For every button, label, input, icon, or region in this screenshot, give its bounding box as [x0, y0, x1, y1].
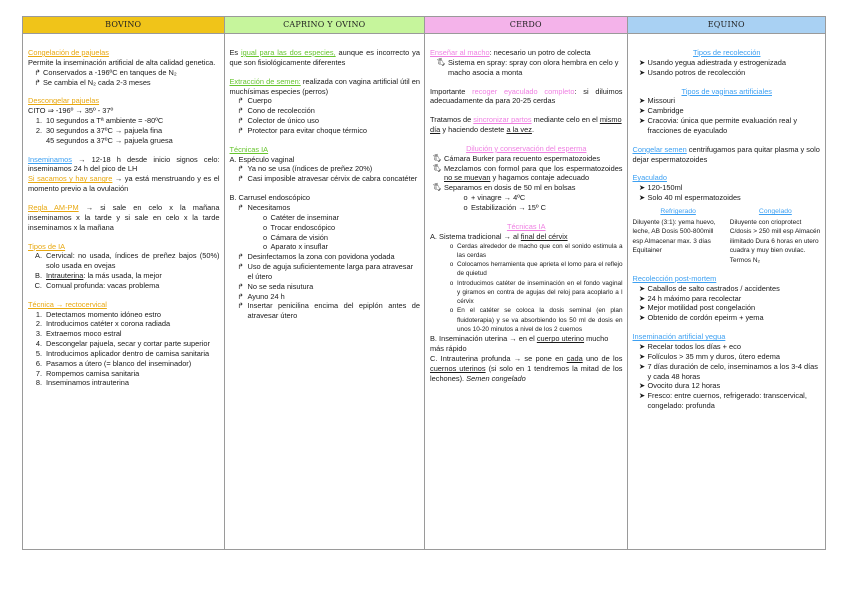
list-item: 3. Extraemos moco estral: [35, 329, 122, 339]
section-title: Dilución y conservación del esperma: [466, 143, 587, 153]
list-item: ➤ 7 días duración de celo, inseminamos a los 3-4 días y cada 48 horas: [633, 362, 822, 382]
list-subitem: o Catéter de inseminar: [262, 212, 340, 222]
subsection-title: A. Espéculo vaginal: [229, 154, 295, 164]
list-subitem: o + vinagre → 4ºC: [463, 193, 526, 203]
list-item: A. Cervical: no usada, índices de preñez bajos (50%) solo usada en ovejas: [35, 251, 220, 271]
arrow-icon: ↱: [237, 116, 244, 126]
list-subitem: o Trocar endoscópico: [262, 222, 336, 232]
list-item: ↱ Necesitamos: [230, 203, 421, 213]
list-item: 🖏 Separamos en dosis de 50 ml en bolsas: [430, 183, 623, 193]
arrow-bullet-icon: ➤: [638, 116, 646, 126]
section-title: Tipos de recolección: [692, 48, 761, 57]
list-subitem: o En el catéter se coloca la dosis seminal (en plan fluidoterapia) y se va absorbiendo los 50 ml de dosis en unos 10-20 minutos a nivel de los 2 cuernos: [449, 307, 623, 334]
header-cerdo: CERDO: [425, 17, 627, 34]
paragraph: Tratamos de sincronizar partos mediante celo en el mismo día y haciendo destete a la vez.: [430, 115, 622, 135]
paragraph: Es igual para las dos especies, aunque es incorrecto ya que son fisiológicamente diferentes: [229, 48, 420, 67]
list-item: ➤ Cambridge: [633, 106, 822, 116]
section-title: Tipos de IA: [28, 241, 66, 251]
list-item: ➤ Usando potros de recolección: [633, 68, 822, 78]
header-caprino: CAPRINO Y OVINO: [225, 17, 425, 34]
header-bovino: BOVINO: [23, 17, 224, 34]
arrow-icon: ↱: [237, 174, 244, 184]
arrow-bullet-icon: ➤: [638, 361, 646, 371]
arrow-bullet-icon: ➤: [638, 106, 646, 116]
arrow-bullet-icon: ➤: [638, 67, 646, 77]
list-subitem: o Introducimos catéter de inseminación en el fondo vaginal y giramos en contra de agujas del reloj para acoplarlo a l cérvix: [449, 279, 623, 306]
list-item: ➤ Missouri: [633, 96, 822, 106]
column-caprino: [225, 17, 426, 549]
list-item: ↱ No se seda nisutura: [230, 282, 421, 292]
column-cerdo: [425, 17, 628, 549]
list-item: ↱ Ya no se usa (índices de preñez 20%): [230, 164, 421, 174]
section-title: Descongelar pajuelas: [28, 96, 100, 106]
paragraph: Extracción de semen: realizada con vagina artificial útil en muchísimas especies (perros): [229, 76, 420, 96]
arrow-icon: ↱: [237, 96, 244, 106]
arrow-icon: ↱: [237, 281, 244, 291]
arrow-icon: ↱: [34, 77, 41, 87]
list-item: 1. Detectamos momento idóneo estro: [35, 309, 162, 319]
list-subitem: o Cerdas alrededor de macho que con el sonido estimula a las cerdas: [449, 242, 623, 259]
column-equino: [628, 17, 826, 549]
list-item: 4. Descongelar pajuela, secar y cortar parte superior: [35, 339, 210, 349]
section-title: Técnicas IA: [506, 221, 546, 231]
list-item: ➤ Usando yegua adiestrada y estrogenizada: [633, 58, 822, 68]
list-subitem: o Cámara de visión: [262, 232, 329, 242]
arrow-bullet-icon: ➤: [638, 183, 646, 193]
list-item: ↱ Cono de recolección: [230, 106, 421, 116]
arrow-icon: ↱: [237, 291, 244, 301]
list-item: ➤ Recelar todos los días + eco: [633, 342, 822, 352]
paragraph: Importante recoger eyaculado completo: si diluimos adecuadamente da para 20-25 cerdas: [430, 86, 623, 106]
list-item: 🖏 Mezclamos con formol para que los espermatozoides no se muevan y hagamos contaje adecuado: [430, 164, 623, 184]
arrow-bullet-icon: ➤: [638, 351, 646, 361]
arrow-icon: ↱: [237, 164, 244, 174]
list-item: ➤ Fresco: entre cuernos, refrigerado: transcervical, congelado: profunda: [633, 391, 822, 411]
refrigerado-box: Refrigerado Diluyente (3:1): yema huevo, leche, AB Dosis 500-800mill esp Almacenar max. 3 días Equitainer: [632, 207, 716, 255]
arrow-bullet-icon: ➤: [638, 303, 646, 313]
arrow-icon: ↱: [237, 301, 244, 311]
list-item: ➤ Solo 40 ml espermatozoides: [633, 193, 822, 203]
paragraph: Regla AM-PM → si sale en celo x la mañana inseminamos x la tarde y si sale en celo x la tarde inseminamos x la mañana: [28, 202, 220, 232]
list-item: ↱ Protector para evitar choque térmico: [230, 126, 421, 136]
list-item: ↱ Desinfectamos la zona con povidona yodada: [230, 252, 421, 262]
arrow-icon: ↱: [237, 262, 244, 272]
list-item: ➤ Cracovia: única que permite evaluación real y fracciones de eyaculado: [633, 116, 822, 136]
arrow-bullet-icon: ➤: [638, 96, 646, 106]
section-title: Técnica → rectocervical: [28, 299, 107, 309]
section-title: Tipos de vaginas artificiales: [681, 86, 772, 96]
list-item: 45 segundos a 37ºC → pajuela gruesa: [46, 135, 173, 145]
list-item: ➤ Caballos de salto castrados / accidentes: [633, 284, 822, 294]
arrow-icon: ↱: [237, 202, 244, 212]
list-item: ↱ Ayuno 24 h: [230, 292, 421, 302]
arrow-icon: ↱: [237, 125, 244, 135]
arrow-bullet-icon: ➤: [638, 57, 646, 67]
arrow-bullet-icon: ➤: [638, 283, 646, 293]
list-item: 5. Introducimos aplicador dentro de camisa sanitaria: [35, 348, 210, 358]
list-item: ➤ Folículos > 35 mm y duros, útero edema: [633, 352, 822, 362]
list-subitem: o Colocamos herramienta que aprieta el lomo para el reflejo de quietud: [449, 261, 623, 278]
arrow-bullet-icon: ➤: [638, 391, 646, 401]
section-title: Inseminación artificial yegua: [632, 332, 726, 342]
list-item: ➤ Ovocito dura 12 horas: [633, 381, 822, 391]
list-item: A. Sistema tradicional → al final del cérvix: [430, 231, 568, 241]
list-item: 7. Rompemos camisa sanitaria: [35, 368, 140, 378]
list-item: 🖏 Cámara Burker para recuento espermatozoides: [430, 154, 623, 164]
arrow-bullet-icon: ➤: [638, 313, 646, 323]
list-item: B. Inseminación uterina → en el cuerpo uterino mucho más rápido: [430, 334, 609, 354]
arrow-bullet-icon: ➤: [638, 193, 646, 203]
arrow-bullet-icon: ➤: [638, 293, 646, 303]
column-bovino: [23, 17, 225, 549]
section-title: Congelación de pajuelas: [28, 48, 109, 57]
summary-table: [22, 16, 826, 550]
arrow-bullet-icon: ➤: [638, 341, 646, 351]
list-item: 🖏 Sistema en spray: spray con olora hembra en celo y macho asocia a monta: [430, 58, 623, 78]
flag-icon: 🖏: [433, 153, 441, 163]
section-title: Eyaculado: [632, 173, 668, 183]
paragraph: Inseminamos → 12-18 h desde inicio signos celo: inseminamos 24 h del pico de LH: [28, 154, 220, 174]
congelado-box: Congelado Diluyente con crioprotect C/dosis > 250 mill esp Almacén ilimitado Dura 6 horas en utero cuadra y muy bien ovulac. Termos N₂: [729, 207, 821, 264]
list-item: ↱ Se cambia el N₂ cada 2-3 meses: [28, 78, 220, 88]
list-item: 6. Pasamos a útero (= blanco del inseminador): [35, 358, 192, 368]
paragraph: CITO ⇒ -196º → 35º - 37º: [28, 106, 114, 116]
paragraph: Permite la inseminación artificial de alta calidad genetica.: [28, 57, 216, 67]
list-item: ➤ 24 h máximo para recolectar: [633, 294, 822, 304]
list-item: 2. Introducimos catéter x corona radiada: [35, 319, 171, 329]
subsection-title: B. Carrusel endoscópico: [229, 193, 311, 203]
list-item: ↱ Conservados a -196ºC en tanques de N₂: [28, 68, 220, 78]
paragraph: Enseñar al macho: necesario un potro de colecta: [430, 48, 591, 57]
list-item: C. Cornual profunda: vacas problema: [34, 280, 160, 290]
paragraph: Congelar semen centrifugamos para quitar plasma y solo dejar espermatozoides: [632, 144, 820, 164]
flag-icon: 🖏: [433, 163, 441, 173]
flag-icon: 🖏: [437, 57, 445, 67]
header-equino: EQUINO: [628, 17, 826, 34]
arrow-icon: ↱: [237, 106, 244, 116]
list-item: ↱ Uso de aguja suficientemente larga para atravesar el útero: [230, 262, 421, 282]
list-item: ↱ Colector de único uso: [230, 116, 421, 126]
list-item: 2. 30 segundos a 37ºC → pajuela fina: [35, 125, 163, 135]
arrow-icon: ↱: [237, 252, 244, 262]
section-title: Recolección post-mortem: [632, 273, 717, 283]
list-item: ➤ Obtenido de cordón epeirm + yema: [633, 313, 822, 323]
paragraph: Si sacamos y hay sangre → ya está menstruando y es el momento previo a la ovulación: [28, 174, 220, 194]
list-item: 1. 10 segundos a Tª ambiente = -80ºC: [35, 116, 164, 126]
flag-icon: 🖏: [433, 183, 441, 193]
list-item: ↱ Insertar penicilina encima del epiplón antes de atravesar útero: [230, 301, 421, 321]
arrow-icon: ↱: [34, 67, 41, 77]
list-item: ↱ Cuerpo: [230, 96, 421, 106]
list-subitem: o Estabilización → 15º C: [463, 202, 546, 212]
list-item: ➤ 120-150ml: [633, 183, 822, 193]
list-item: B. Intrauterina: la más usada, la mejor: [35, 271, 162, 281]
list-item: ➤ Mejor motilidad post congelación: [633, 303, 822, 313]
list-item: C. Intrauterina profunda → se pone en cada uno de los cuernos uterinos (si solo en 1 tendremos la mitad de los lechones). Semen congelado: [430, 354, 623, 383]
arrow-bullet-icon: ➤: [638, 381, 646, 391]
list-item: ↱ Casi imposible atravesar cérvix de cabra concatéter: [230, 174, 421, 184]
list-subitem: o Aparato x insuflar: [262, 242, 329, 252]
section-title: Técnicas IA: [229, 144, 269, 154]
list-item: 8. Inseminamos intrauterina: [35, 378, 129, 388]
